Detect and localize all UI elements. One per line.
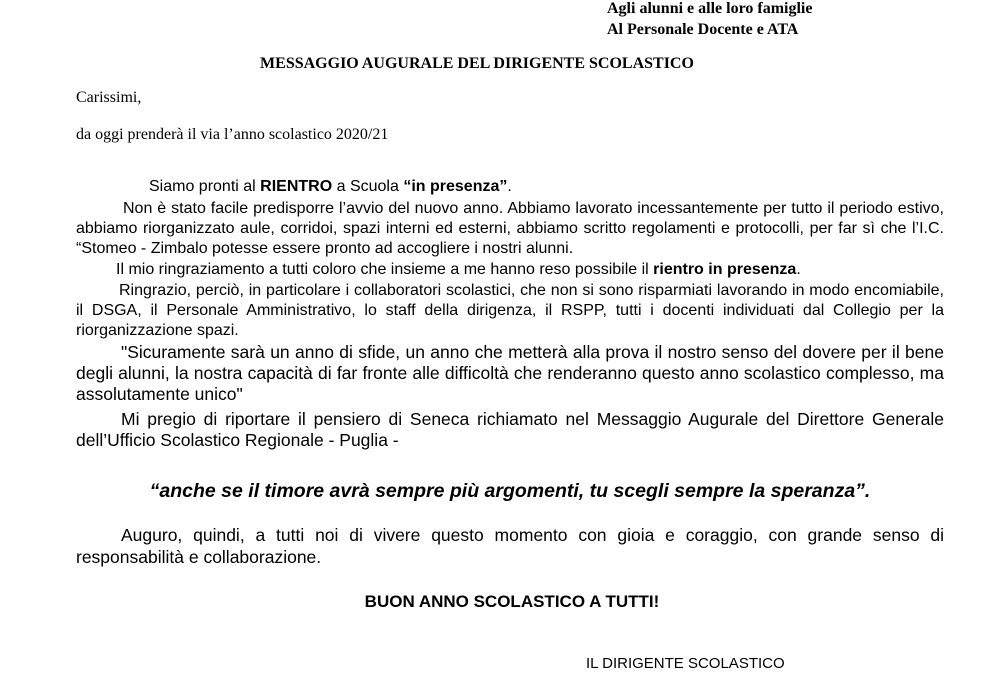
paragraph-seneca: Mi pregio di riportare il pensiero di Seneca richiamato nel Messaggio Augurale del Direttore Generale dell’Ufficio Scolastico Regionale - Puglia -: [76, 409, 944, 450]
para3-rientro-in-presenza: rientro in presenza: [653, 261, 797, 278]
para1-rientro: RIENTRO: [260, 178, 333, 195]
signature: IL DIRIGENTE SCOLASTICO: [586, 655, 785, 672]
recipient-staff: Al Personale Docente e ATA: [607, 21, 799, 38]
seneca-quote: “anche se il timore avrà sempre più argomenti, tu scegli sempre la speranza”.: [149, 480, 871, 502]
para1-before: Siamo pronti al: [149, 178, 261, 195]
greeting: Carissimi,: [76, 89, 142, 106]
closing-greeting: BUON ANNO SCOLASTICO A TUTTI!: [364, 592, 660, 611]
paragraph-thanks: [76, 260, 944, 280]
recipient-students: Agli alunni e alle loro famiglie: [607, 0, 813, 17]
para1-after: .: [507, 178, 512, 195]
paragraph-preparation: Non è stato facile predisporre l’avvio del nuovo anno. Abbiamo lavorato incessantemente per tutto il periodo estivo, abbiamo riorganizzato aule, corridoi, spazi interni ed esterni, abbiamo scritto regolamenti e protocolli, per far sì che l’I.C. “Stomeo - Zimbalo potesse essere pronto ad accogliere i nostri alunni.: [76, 200, 944, 257]
paragraph-wishes: Auguro, quindi, a tutti noi di vivere questo momento con gioia e coraggio, con grande senso di responsabilità e collaborazione.: [76, 525, 944, 567]
para1-middle: a Scuola: [332, 178, 404, 195]
intro-line: da oggi prenderà il via l’anno scolastico 2020/21: [76, 126, 389, 143]
recipients-block: [607, 0, 812, 40]
paragraph-acknowledgements: Ringrazio, perciò, in particolare i collaboratori scolastici, che non si sono risparmiati lavorando in modo encomiabile, il DSGA, il Personale Amministrativo, lo staff della dirigenza, il RSPP, tutti i docenti individuati dal Collegio per la riorganizzazione spazi.: [76, 282, 944, 339]
para3-after: .: [796, 261, 801, 278]
document-title: MESSAGGIO AUGURALE DEL DIRIGENTE SCOLASTICO: [260, 55, 694, 72]
paragraph-challenges: "Sicuramente sarà un anno di sfide, un anno che metterà alla prova il nostro senso del dovere per il bene degli alunni, la nostra capacità di far fronte alle difficoltà che renderanno questo anno scolastico complesso, ma assolutamente unico": [76, 342, 944, 404]
para3-before: Il mio ringraziamento a tutti coloro che insieme a me hanno reso possibile il: [116, 261, 654, 278]
para1-in-presenza: “in presenza”: [403, 178, 508, 195]
paragraph-ready: [76, 177, 944, 197]
